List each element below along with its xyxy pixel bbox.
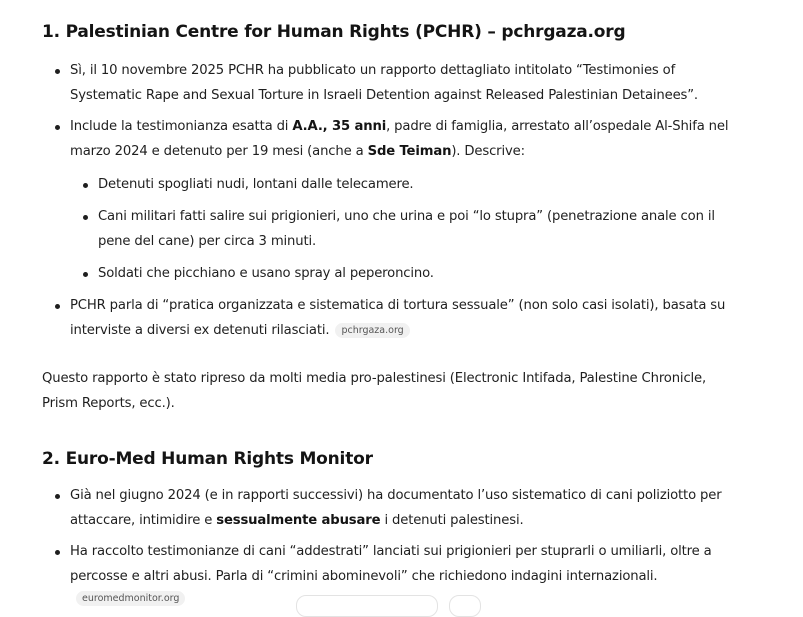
- sub-list-item: Detenuti spogliati nudi, lontani dalle telecamere.: [70, 172, 742, 197]
- list-item: [42, 114, 742, 286]
- list-item: [42, 293, 742, 343]
- list-item-text: Sì, il 10 novembre 2025 PCHR ha pubblicato un rapporto dettagliato intitolato “Testimonies of Systematic Rape and Sexual Torture in Israeli Detention against Released Palestinian Detainees”.: [70, 63, 698, 103]
- source-chip[interactable]: pchrgaza.org: [335, 323, 409, 338]
- bold-text: Sde Teiman: [367, 144, 452, 159]
- list-item: [42, 539, 742, 589]
- paragraph: Questo rapporto è stato ripreso da molti media pro-palestinesi (Electronic Intifada, Palestine Chronicle, Prism Reports, ecc.).: [42, 371, 707, 411]
- sub-bullet-list: [70, 172, 742, 286]
- section-heading-euromed: 2. Euro-Med Human Rights Monitor: [42, 449, 373, 469]
- list-item-text: , padre di famiglia, arrestato all’ospedale Al-Shifa nel marzo 2024 e detenuto per 19 mesi (anche a: [70, 119, 729, 159]
- bold-text: A.A., 35 anni: [292, 119, 387, 134]
- euromed-bullet-list: [42, 483, 742, 595]
- list-item-text: Ha raccolto testimonianze di cani “addestrati” lanciati sui prigionieri per stuprarli o umiliarli, oltre a percosse e altri abusi. Parla di “crimini abominevoli” che richiedono indagini internazionali.: [70, 544, 712, 584]
- list-item-text: i detenuti palestinesi.: [380, 513, 524, 528]
- bottom-round-button[interactable]: [449, 595, 481, 617]
- list-item-text: Include la testimonianza esatta di: [70, 119, 293, 134]
- bold-text: sessualmente abusare: [216, 513, 381, 528]
- list-item: [42, 483, 742, 533]
- sub-list-item: Soldati che picchiano e usano spray al peperoncino.: [70, 261, 742, 286]
- list-item: [42, 58, 742, 108]
- source-chip[interactable]: euromedmonitor.org: [76, 591, 185, 606]
- bottom-action-bar: [0, 595, 803, 602]
- list-item-text: PCHR parla di “pratica organizzata e sistematica di tortura sessuale” (non solo casi isolati), basata su interviste a diversi ex detenuti rilasciati.: [70, 298, 726, 338]
- bottom-pill-button[interactable]: [296, 595, 438, 617]
- sub-list-item: Cani militari fatti salire sui prigionieri, uno che urina e poi “lo stupra” (penetrazione anale con il pene del cane) per circa 3 minuti.: [70, 204, 742, 254]
- list-item-text: ). Descrive:: [451, 144, 525, 159]
- pchr-bullet-list: [42, 58, 742, 349]
- section-heading-pchr: 1. Palestinian Centre for Human Rights (PCHR) – pchrgaza.org: [42, 22, 626, 42]
- list-item-text: Già nel giugno 2024 (e in rapporti successivi) ha documentato l’uso sistematico di cani poliziotto per attaccare, intimidire e: [70, 488, 722, 528]
